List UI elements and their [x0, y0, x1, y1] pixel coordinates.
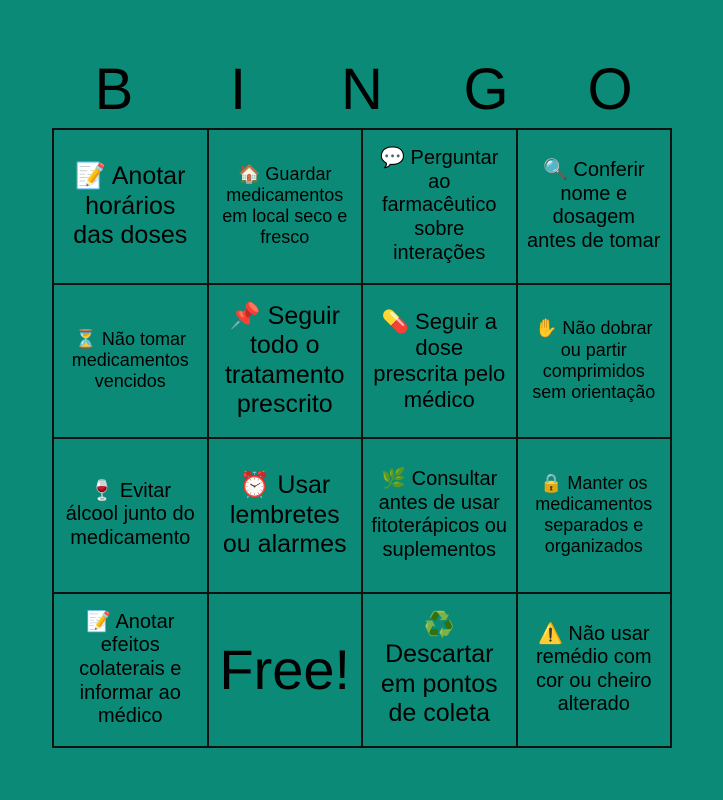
bingo-cell-text: ⚠️ Não usar remédio com cor ou cheiro alterado [535, 622, 652, 716]
header-letter-i: I [229, 57, 247, 122]
bingo-cell-text: 🍷 Evitar álcool junto do medicamento [65, 479, 195, 550]
bingo-cell-text: ♻️ Descartar em pontos de coleta [380, 610, 498, 728]
bingo-cell-text: 🏠 Guardar medicamentos em local seco e fresco [222, 163, 348, 248]
bingo-cell[interactable] [363, 130, 518, 285]
bingo-cell-text: 💊 Seguir a dose prescrita pelo médico [373, 308, 506, 412]
bingo-cell[interactable] [518, 130, 673, 285]
bingo-cell[interactable] [518, 594, 673, 749]
bingo-cell-text: 📌 Seguir todo o tratamento prescrito [224, 301, 345, 419]
bingo-cell[interactable] [54, 439, 209, 594]
bingo-card-grid [52, 128, 672, 748]
header-letter-o: O [587, 57, 633, 122]
bingo-cell-text: ✋ Não dobrar ou partir comprimidos sem orientação [532, 318, 656, 402]
header-letter-n: N [341, 57, 383, 122]
bingo-cell[interactable] [363, 285, 518, 440]
bingo-header [52, 52, 672, 128]
bingo-cell-text: 📝 Anotar horários das doses [73, 162, 188, 249]
bingo-cell[interactable] [518, 285, 673, 440]
bingo-cell[interactable] [54, 594, 209, 749]
bingo-cell[interactable] [209, 285, 364, 440]
header-letter-g: G [463, 57, 509, 122]
bingo-cell-text: 💬 Perguntar ao farmacêutico sobre interações [380, 147, 499, 264]
bingo-cell[interactable] [54, 130, 209, 285]
bingo-cell-text: 🌿 Consultar antes de usar fitoterápicos ou suplementos [371, 468, 508, 561]
free-space-label: Free! [219, 637, 351, 701]
bingo-cell[interactable] [54, 285, 209, 440]
bingo-cell[interactable] [363, 439, 518, 594]
bingo-cell-text: 📝 Anotar efeitos colaterais e informar ao médico [79, 610, 182, 728]
bingo-cell[interactable] [209, 439, 364, 594]
bingo-cell[interactable] [363, 594, 518, 749]
free-space-cell[interactable] [209, 594, 364, 749]
bingo-cell-text: ⏰ Usar lembretes ou alarmes [222, 471, 347, 558]
bingo-cell-text: 🔒 Manter os medicamentos separados e organizados [535, 472, 653, 557]
bingo-cell[interactable] [209, 130, 364, 285]
bingo-cell[interactable] [518, 439, 673, 594]
header-letter-b: B [94, 57, 134, 122]
bingo-cell-text: 🔍 Conferir nome e dosagem antes de tomar [527, 159, 661, 252]
bingo-cell-text: ⏳ Não tomar medicamentos vencidos [71, 328, 189, 392]
